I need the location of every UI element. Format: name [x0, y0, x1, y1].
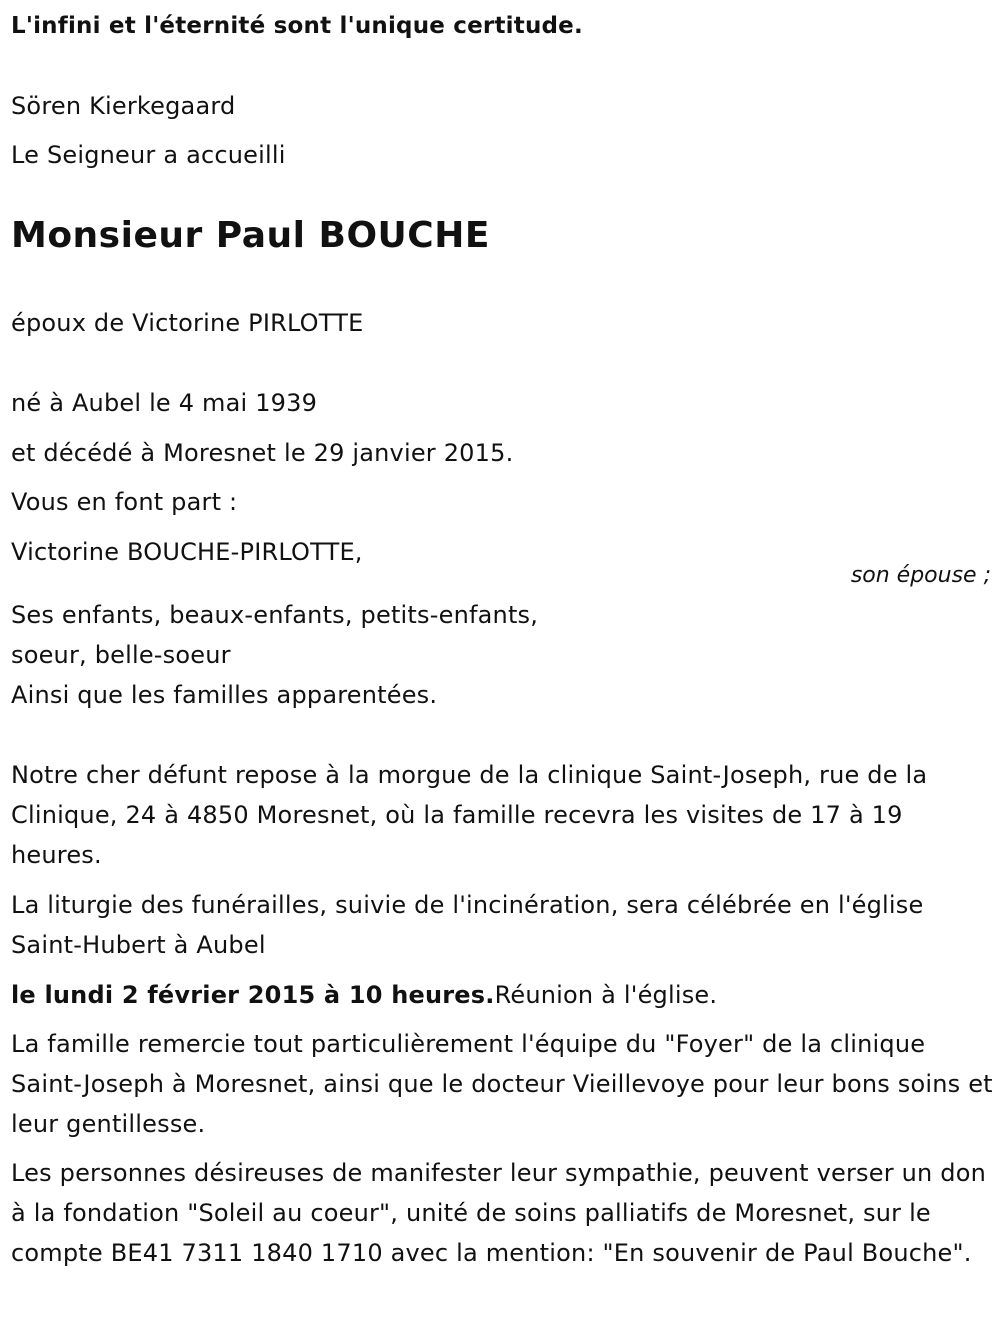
repose-paragraph: [11, 755, 996, 875]
family-line: soeur, belle-soeur: [11, 641, 231, 669]
funeral-date-paragraph: [11, 975, 996, 1015]
obituary-notice: [11, 0, 991, 1323]
thanks-paragraph: [11, 1024, 996, 1144]
spouse-line: époux de Victorine PIRLOTTE: [11, 309, 364, 337]
liturgy-text: La liturgie des funérailles, suivie de l'incinération, sera célébrée en l'église Saint-Hubert à Aubel: [11, 891, 924, 959]
repose-text: Notre cher défunt repose à la morgue de la clinique Saint-Joseph, rue de la Clinique, 24 à 4850 Moresnet, où la famille recevra les visites de 17 à 19 heures.: [11, 761, 928, 869]
intro-line: Le Seigneur a accueilli: [11, 141, 286, 169]
donation-paragraph: [11, 1153, 996, 1273]
birth-line: né à Aubel le 4 mai 1939: [11, 389, 318, 417]
family-line: Ses enfants, beaux-enfants, petits-enfants,: [11, 601, 539, 629]
liturgy-paragraph: [11, 885, 996, 965]
family-line: Ainsi que les familles apparentées.: [11, 681, 438, 709]
wife-name: Victorine BOUCHE-PIRLOTTE,: [11, 538, 363, 566]
wife-role: son épouse ;: [850, 563, 991, 588]
donation-text: Les personnes désireuses de manifester leur sympathie, peuvent verser un don à la fondation "Soleil au coeur", unité de soins palliatifs de Moresnet, sur le compte BE41 7311 1840 1710 avec la mention: "En souvenir de Paul Bouche".: [11, 1159, 986, 1267]
deceased-name: Monsieur Paul BOUCHE: [11, 215, 490, 256]
epigraph-quote: L'infini et l'éternité sont l'unique certitude.: [11, 13, 583, 39]
quote-author: Sören Kierkegaard: [11, 92, 236, 120]
funeral-date: le lundi 2 février 2015 à 10 heures.: [11, 981, 495, 1009]
thanks-text: La famille remercie tout particulièrement l'équipe du "Foyer" de la clinique Saint-Joseph à Moresnet, ainsi que le docteur Vieillevoye pour leur bons soins et leur gentillesse.: [11, 1030, 993, 1138]
meeting-text: Réunion à l'église.: [494, 981, 718, 1009]
death-line: et décédé à Moresnet le 29 janvier 2015.: [11, 439, 514, 467]
announce-line: Vous en font part :: [11, 488, 238, 516]
